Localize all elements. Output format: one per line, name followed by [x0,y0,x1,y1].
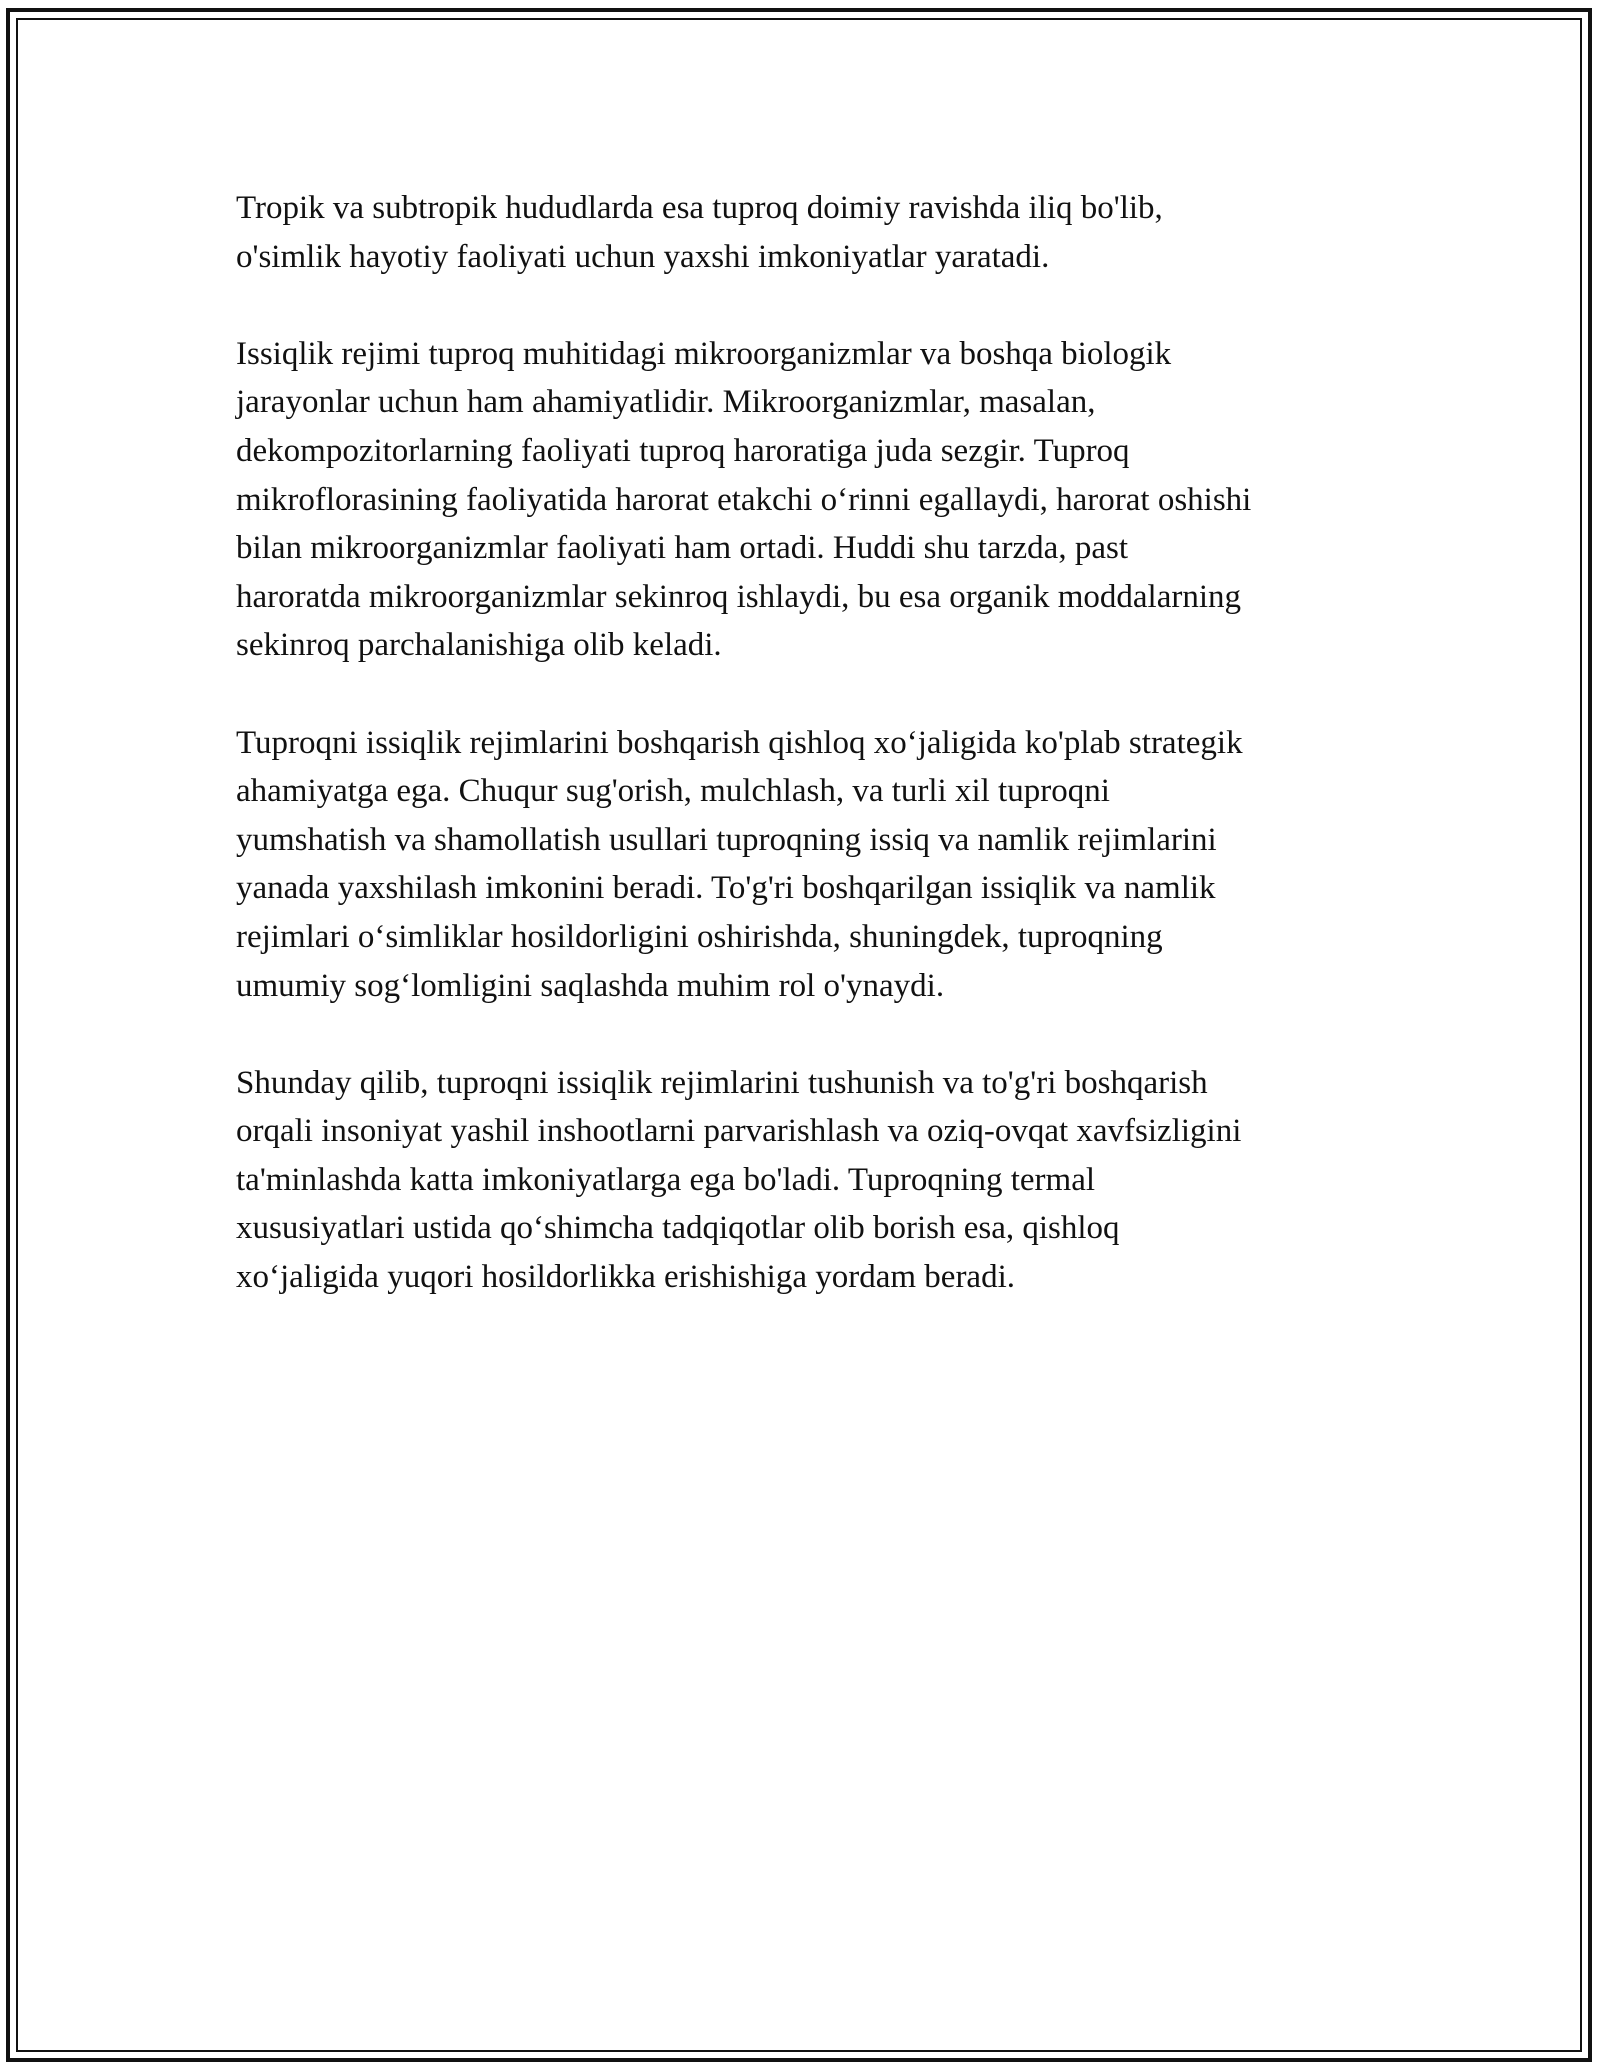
text-line: yumshatish va shamollatish usullari tuproqning issiq va namlik rejimlarini [236,821,1217,858]
text-line: yanada yaxshilash imkonini beradi. To'g'ri boshqarilgan issiqlik va namlik [236,870,1216,907]
text-line: dekompozitorlarning faoliyati tuproq haroratiga juda sezgir. Tuproq [236,432,1130,469]
paragraph-3 [236,719,1376,1011]
text-line: mikroflorasining faoliyatida harorat etakchi o‘rinni egallaydi, harorat oshishi [236,481,1252,518]
text-line: Issiqlik rejimi tuproq muhitidagi mikroorganizmlar va boshqa biologik [236,335,1172,372]
paragraph-2 [236,330,1376,670]
text-line: sekinroq parchalanishiga olib keladi. [236,627,722,664]
paragraph-4 [236,1059,1376,1302]
text-line: bilan mikroorganizmlar faoliyati ham ortadi. Huddi shu tarzda, past [236,530,1128,567]
text-line: rejimlari o‘simliklar hosildorligini oshirishda, shuningdek, tuproqning [236,918,1163,955]
text-line: haroratda mikroorganizmlar sekinroq ishlaydi, bu esa organik moddalarning [236,578,1242,615]
text-line: ta'minlashda katta imkoniyatlarga ega bo'ladi. Tuproqning termal [236,1161,1096,1198]
document-body [236,184,1376,1350]
paragraph-1 [236,184,1376,281]
text-line: o'simlik hayotiy faoliyati uchun yaxshi imkoniyatlar yaratadi. [236,238,1050,275]
text-line: xususiyatlari ustida qo‘shimcha tadqiqotlar olib borish esa, qishloq [236,1210,1120,1247]
text-line: xo‘jaligida yuqori hosildorlikka erishishiga yordam beradi. [236,1259,1015,1296]
text-line: Tuproqni issiqlik rejimlarini boshqarish qishloq xo‘jaligida ko'plab strategik [236,724,1243,761]
text-line: jarayonlar uchun ham ahamiyatlidir. Mikroorganizmlar, masalan, [236,384,1096,421]
text-line: Shunday qilib, tuproqni issiqlik rejimlarini tushunish va to'g'ri boshqarish [236,1064,1208,1101]
text-line: umumiy sog‘lomligini saqlashda muhim rol o'ynaydi. [236,967,945,1004]
text-line: ahamiyatga ega. Chuqur sug'orish, mulchlash, va turli xil tuproqni [236,773,1110,810]
text-line: Tropik va subtropik hududlarda esa tuproq doimiy ravishda iliq bo'lib, [236,190,1163,226]
text-line: orqali insoniyat yashil inshootlarni parvarishlash va oziq-ovqat xavfsizligini [236,1113,1242,1150]
